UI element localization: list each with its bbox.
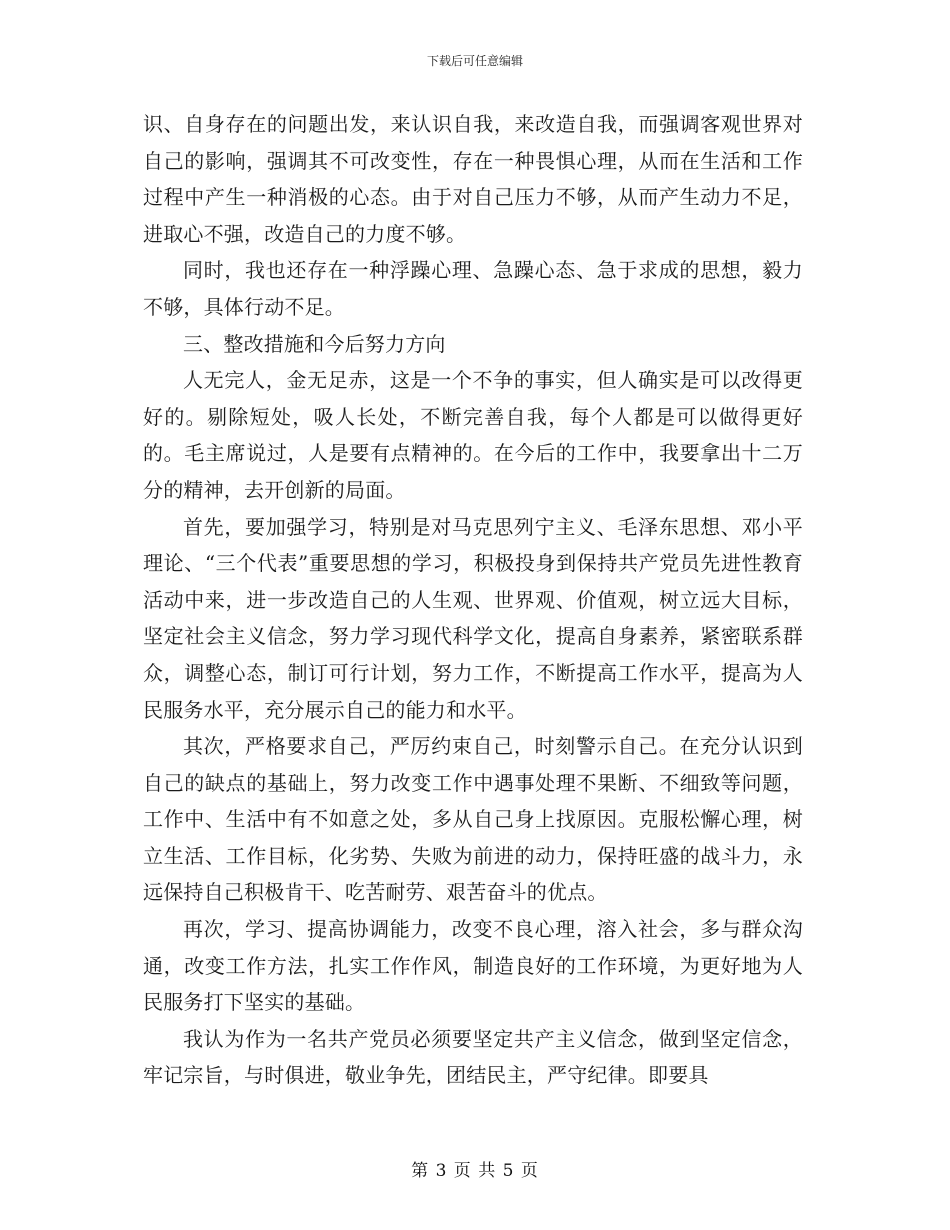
paragraph: 其次，严格要求自己，严厉约束自己，时刻警示自己。在充分认识到自己的缺点的基础上，努力改变工作中遇事处理不果断、不细致等问题，工作中、生活中有不如意之处，多从自己身上找原因。克服松懈心理，树立生活、工作目标，化劣势、失败为前进的动力，保持旺盛的战斗力，永远保持自己积极肯干、吃苦耐劳、艰苦奋斗的优点。 bbox=[143, 734, 803, 905]
body-text bbox=[143, 106, 803, 1094]
section-heading: 三、整改措施和今后努力方向 bbox=[183, 331, 446, 356]
header-note: 下载后可任意编辑 bbox=[426, 54, 523, 68]
paragraph: 人无完人，金无足赤，这是一个不争的事实，但人确实是可以改得更好的。剔除短处，吸人长处，不断完善自我，每个人都是可以做得更好的。毛主席说过，人是要有点精神的。在今后的工作中，我要拿出十二万分的精神，去开创新的局面。 bbox=[143, 368, 803, 502]
paragraph-continued: 识、自身存在的问题出发，来认识自我，来改造自我，而强调客观世界对自己的影响，强调其不可改变性，存在一种畏惧心理，从而在生活和工作过程中产生一种消极的心态。由于对自己压力不够，从而产生动力不足，进取心不强，改造自己的力度不够。 bbox=[143, 112, 803, 246]
paragraph: 再次，学习、提高协调能力，改变不良心理，溶入社会，多与群众沟通，改变工作方法，扎实工作作风，制造良好的工作环境，为更好地为人民服务打下坚实的基础。 bbox=[143, 917, 803, 1015]
page-number: 第 3 页 共 5 页 bbox=[411, 1161, 539, 1181]
paragraph: 我认为作为一名共产党员必须要坚定共产主义信念，做到坚定信念，牢记宗旨，与时俱进，敬业争先，团结民主，严守纪律。即要具 bbox=[143, 1026, 803, 1088]
paragraph: 同时，我也还存在一种浮躁心理、急躁心态、急于求成的思想，毅力不够，具体行动不足。 bbox=[143, 258, 803, 319]
paragraph: 首先，要加强学习，特别是对马克思列宁主义、毛泽东思想、邓小平理论、“三个代表”重要思想的学习，积极投身到保持共产党员先进性教育活动中来，进一步改造自己的人生观、世界观、价值观，树立远大目标，坚定社会主义信念，努力学习现代科学文化，提高自身素养，紧密联系群众，调整心态，制订可行计划，努力工作，不断提高工作水平，提高为人民服务水平，充分展示自己的能力和水平。 bbox=[143, 514, 803, 722]
